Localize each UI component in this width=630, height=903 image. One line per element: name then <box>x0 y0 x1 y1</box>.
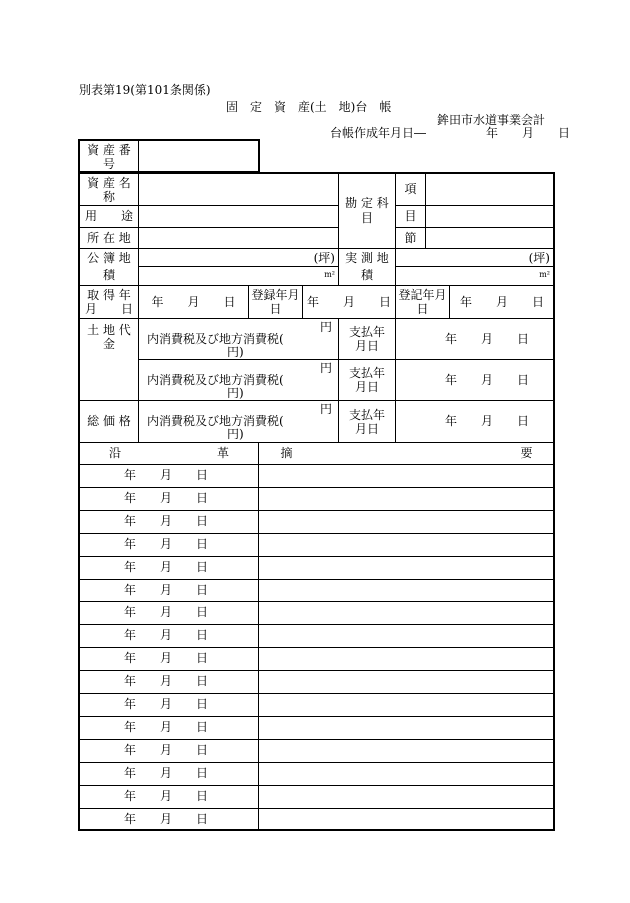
payment-label-1: 支払年 <box>348 325 385 339</box>
history-row-date: 年 月 日 <box>124 514 209 528</box>
total-price-label: 総 価 格 <box>87 414 131 428</box>
measured-area-label: 実 測 地 <box>345 251 389 265</box>
history-row-date: 年 月 日 <box>124 605 209 619</box>
history-row-summary[interactable] <box>260 786 552 806</box>
moku-label: 目 <box>404 209 417 223</box>
history-row-summary[interactable] <box>260 557 552 577</box>
account-label: 勘 定 科 <box>345 196 389 210</box>
usage-label: 用 途 <box>84 209 133 223</box>
history-row-date: 年 月 日 <box>124 491 209 505</box>
payment-date-1: 年 月 日 <box>444 332 529 346</box>
registered-area-label: 公 簿 地 <box>87 251 131 265</box>
form-reference: 別表第19(第101条関係) <box>79 83 211 97</box>
registered-date-label: 登録年月 <box>251 288 300 302</box>
tax-label-2: 内消費税及び地方消費税( <box>147 373 284 387</box>
acquired-date-value: 年 月 日 <box>151 295 236 309</box>
history-row-summary[interactable] <box>260 809 552 829</box>
payment-date-2: 年 月 日 <box>444 373 529 387</box>
payment-date-3: 年 月 日 <box>444 414 529 428</box>
tax-label-1: 内消費税及び地方消費税( <box>147 332 284 346</box>
recorded-date-label: 登記年月 <box>398 288 447 302</box>
yen-unit-3: 円 <box>320 402 333 416</box>
history-row-date: 年 月 日 <box>124 766 209 780</box>
history-row-summary[interactable] <box>260 465 552 485</box>
history-row-date: 年 月 日 <box>124 720 209 734</box>
setsu-label: 節 <box>404 231 417 245</box>
payment-label-2: 支払年 <box>348 366 385 380</box>
history-row-date: 年 月 日 <box>124 537 209 551</box>
history-row-date: 年 月 日 <box>124 628 209 642</box>
acquired-date-label: 取 得 年 <box>87 288 131 302</box>
measured-area-tsubo: (坪) <box>528 251 550 265</box>
summary-header: 摘 要 <box>280 446 533 460</box>
registered-area-sqm: m² <box>324 270 335 279</box>
history-row-summary[interactable] <box>260 671 552 691</box>
history-row-summary[interactable] <box>260 580 552 600</box>
history-row-summary[interactable] <box>260 511 552 531</box>
created-date-ymd: 年 月 日 <box>486 126 571 140</box>
measured-area-sqm: m² <box>539 270 550 279</box>
kou-label: 項 <box>404 182 417 196</box>
history-row-date: 年 月 日 <box>124 651 209 665</box>
asset-name-label: 資 産 名 <box>87 176 131 190</box>
tax-label-3: 内消費税及び地方消費税( <box>147 414 284 428</box>
history-row-summary[interactable] <box>260 717 552 737</box>
history-row-date: 年 月 日 <box>124 468 209 482</box>
payment-label-3: 支払年 <box>348 408 385 422</box>
registered-date-value: 年 月 日 <box>306 295 391 309</box>
history-row-summary[interactable] <box>260 625 552 645</box>
history-row-date: 年 月 日 <box>124 674 209 688</box>
history-row-summary[interactable] <box>260 648 552 668</box>
history-row-summary[interactable] <box>260 740 552 760</box>
registered-area-tsubo: (坪) <box>313 251 335 265</box>
history-row-date: 年 月 日 <box>124 812 209 826</box>
created-date-label: 台帳作成年月日― <box>330 126 427 140</box>
yen-unit-2: 円 <box>320 361 333 375</box>
location-label: 所 在 地 <box>87 231 131 245</box>
history-row-date: 年 月 日 <box>124 697 209 711</box>
organization-name: 鉾田市水道事業会計 <box>437 113 546 127</box>
history-row-date: 年 月 日 <box>124 560 209 574</box>
history-row-summary[interactable] <box>260 488 552 508</box>
asset-number-label: 資 産 番 <box>87 143 131 157</box>
history-row-summary[interactable] <box>260 534 552 554</box>
recorded-date-value: 年 月 日 <box>459 295 544 309</box>
history-row-summary[interactable] <box>260 763 552 783</box>
page-title: 固 定 資 産(土 地)台 帳 <box>226 100 392 114</box>
history-row-date: 年 月 日 <box>124 743 209 757</box>
history-row-summary[interactable] <box>260 602 552 622</box>
history-header: 沿 革 <box>108 446 229 460</box>
history-row-date: 年 月 日 <box>124 789 209 803</box>
history-row-summary[interactable] <box>260 694 552 714</box>
yen-unit-1: 円 <box>320 320 333 334</box>
land-price-label: 土 地 代 <box>87 323 131 337</box>
history-row-date: 年 月 日 <box>124 583 209 597</box>
